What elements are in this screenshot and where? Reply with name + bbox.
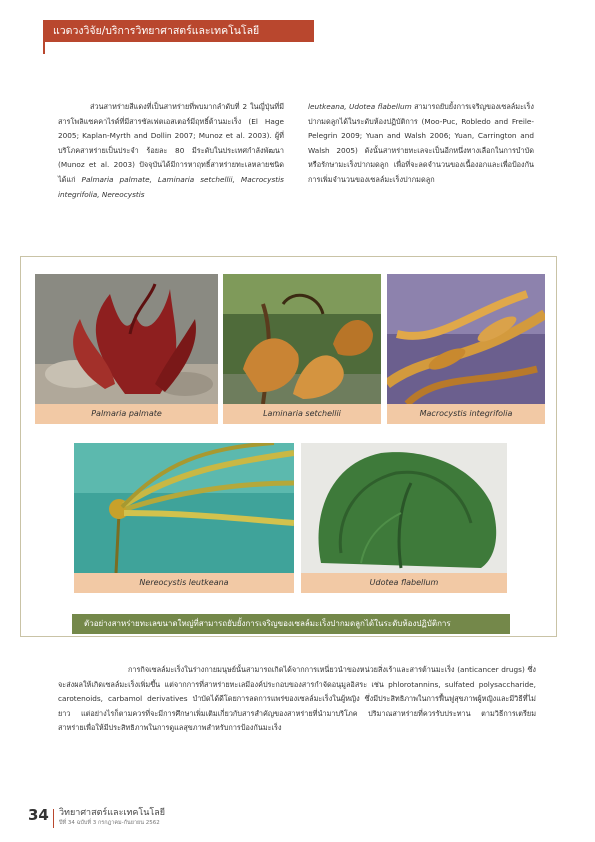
figure-caption: ตัวอย่างสาหร่ายทะเลขนาดใหญ่ที่สามารถยับยั้งการเจริญของเซลล์มะเร็งปากมดลูกได้ในระดับห้องปฏิบัติการ (72, 614, 510, 634)
left-column-species: Palmaria palmate, Laminaria setchellii, Macrocystis integrifolia, Nereocystis (58, 174, 284, 199)
section-tab-notch (43, 42, 45, 54)
right-column-text (308, 100, 534, 188)
photo-laminaria-setchellii (223, 274, 381, 404)
section-title: แวดวงวิจัย/บริการวิทยาศาสตร์และเทคโนโลยี (43, 20, 314, 42)
left-column-body: ส่วนสาหร่ายสีแดงที่เป็นสาหร่ายที่พบมากลำดับที่ 2 ในญี่ปุ่นที่มีสารโพลิแซคคาไรด์ที่มีสารซัลเฟตเอสเตอร์มีฤทธิ์ต้านมะเร็ง (El Hage 2005; Kaplan-Myrth and Dollin 2007; Munoz et al. 2003). ผู้ที่บริโภคสาหร่ายเป็นประจำ ร้อยละ 80 มีระดับในประเทศกำลังพัฒนา (Munoz et al. 2003) ปัจจุบันได้มีการหาฤทธิ์สาหร่ายทะเลหลายชนิด ได้แก่ (58, 102, 284, 184)
body-paragraph: การกิจเซลล์มะเร็งในร่างกายมนุษย์นั้นสามารถเกิดได้จากการเหนี่ยวนำของหน่วยสิ่งเร้าและสารต้านมะเร็ง (anticancer drugs) ซึ่งจะส่งผลให้เกิดเซลล์มะเร็งเพิ่มขึ้น แต่จากการที่สาหร่ายทะเลมีองค์ประกอบของสารกำจัดอนุมูลอิสระ เช่น phlorotannins, sulfated polysaccharide, carotenoids, carbamol derivatives บำบัดได้ดีโดยการลดการแพร่ของเซลล์มะเร็งในผู้หญิง ซึ่งมีประสิทธิภาพในการฟื้นฟูสุขภาพผู้หญิงและมีวิธีที่ไม่ยาว แต่อย่างไรก็ตามควรที่จะมีการศึกษาเพิ่มเติมเกี่ยวกับสารสำคัญของสาหร่ายที่นำมาบริโภค ปริมาณสาหร่ายที่ควรรับประทาน ตามวิธีการเตรียมสาหร่ายเพื่อให้มีประสิทธิภาพในการดูแลสุขภาพสำหรับการป้องกันมะเร็ง (58, 665, 536, 733)
right-column-species: leutkeana, Udotea flabellum (308, 102, 412, 111)
photo-udotea-flabellum (301, 443, 507, 573)
photo-macrocystis-integrifolia (387, 274, 545, 404)
left-column-text (58, 100, 284, 202)
caption-laminaria-setchellii: Laminaria setchellii (223, 404, 381, 424)
caption-nereocystis-leutkeana: Nereocystis leutkeana (74, 573, 294, 593)
caption-udotea-flabellum: Udotea flabellum (301, 573, 507, 593)
footer-divider (53, 809, 54, 828)
photo-nereocystis-leutkeana (74, 443, 294, 573)
page-number: 34 (28, 806, 49, 824)
caption-macrocystis-integrifolia: Macrocystis integrifolia (387, 404, 545, 424)
right-column-body: สามารถยับยั้งการเจริญของเซลล์มะเร็งปากมดลูกได้ในระดับห้องปฏิบัติการ (Moo-Puc, Robledo and Freile-Pelegrin 2009; Yuan and Walsh 2006; Yuan, Carrington and Walsh 2005) ดังนั้นสาหร่ายทะเลจะเป็นอีกหนึ่งทางเลือกในการบำบัดหรือรักษามะเร็งปากมดลูก เพื่อที่จะลดจำนวนของเนื้องอกและเพื่อป้องกันการเพิ่มจำนวนของเซลล์มะเร็งปากมดลูก (308, 102, 534, 184)
caption-palmaria-palmate: Palmaria palmate (35, 404, 218, 424)
journal-issue: ปีที่ 34 ฉบับที่ 3 กรกฎาคม-กันยายน 2562 (59, 820, 160, 826)
photo-palmaria-palmate (35, 274, 218, 404)
journal-name: วิทยาศาสตร์และเทคโนโลยี (59, 808, 166, 818)
